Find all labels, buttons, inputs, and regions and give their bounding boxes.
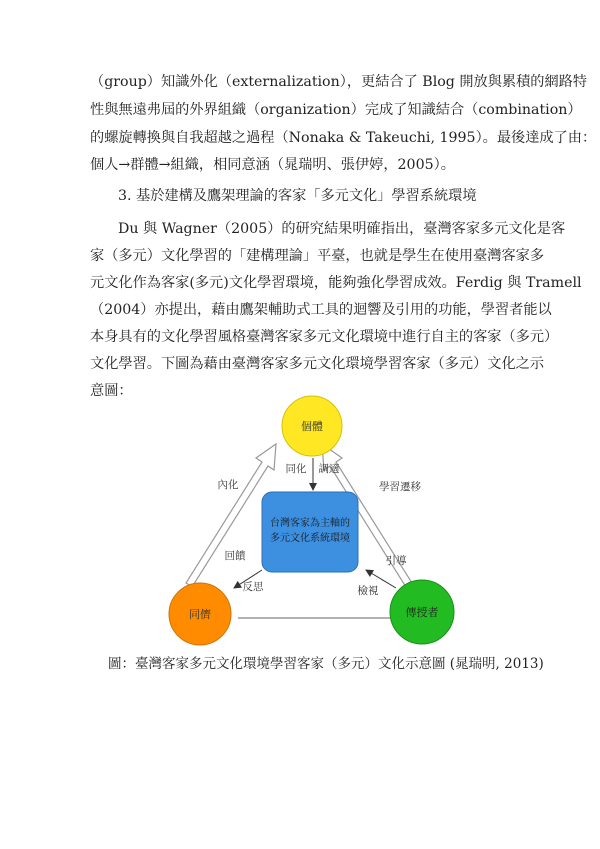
center-node-box <box>262 492 358 572</box>
top-node-label: 個體 <box>301 420 323 433</box>
paragraph1-line-4: 個人→群體→組織，相同意涵（晁瑞明、張伊婷，2005）。 <box>90 157 455 173</box>
paragraph2-line-2: 家（多元）文化學習的「建構理論」平臺，也就是學生在使用臺灣客家多 <box>90 248 545 264</box>
learning-system-diagram <box>0 390 600 650</box>
label-internalize: 內化 <box>217 479 239 491</box>
left-node-label: 同儕 <box>189 608 211 621</box>
center-node-label-1: 台灣客家為主軸的 <box>270 518 350 529</box>
label-reflect: 反思 <box>242 581 264 593</box>
label-review: 檢視 <box>357 585 379 597</box>
paragraph2-line-5: 本身具有的文化學習風格臺灣客家多元文化環境中進行自主的客家（多元） <box>90 329 559 345</box>
center-node-label-2: 多元文化系統環境 <box>270 533 350 544</box>
label-guide: 引導 <box>385 555 407 567</box>
diagram-svg <box>0 390 600 650</box>
paragraph2-line-4: （2004）亦提出，藉由鷹架輔助式工具的迴響及引用的功能，學習者能以 <box>90 302 552 318</box>
label-adjust: 調適 <box>318 463 340 475</box>
paragraph1-line-1: （group）知識外化（externalization），更結合了 Blog 開放與累積的網路特 <box>90 74 588 90</box>
paragraph2-line-7: 意圖： <box>90 383 133 399</box>
right-node-label: 傳授者 <box>405 606 439 619</box>
section-heading: 3. 基於建構及鷹架理論的客家「多元文化」學習系統環境 <box>118 188 477 204</box>
paragraph1-line-2: 性與無遠弗屆的外界組織（organization）完成了知識結合（combination） <box>90 102 582 118</box>
paragraph2-line-1: Du 與 Wagner（2005）的研究結果明確指出，臺灣客家多元文化是客 <box>118 221 566 237</box>
label-assimilate: 同化 <box>285 463 307 475</box>
label-feedback: 回饋 <box>224 550 246 562</box>
label-learning-transfer: 學習遷移 <box>379 481 421 493</box>
figure-caption: 圖：臺灣客家多元文化環境學習客家（多元）文化示意圖 (晁瑞明, 2013) <box>108 656 544 672</box>
paragraph2-line-3: 元文化作為客家(多元)文化學習環境，能夠強化學習成效。Ferdig 與 Tramell <box>90 275 582 291</box>
paragraph1-line-3: 的螺旋轉換與自我超越之過程（Nonaka & Takeuchi, 1995）。最後達成了由： <box>90 130 597 146</box>
paragraph2-line-6: 文化學習。下圖為藉由臺灣客家多元文化環境學習客家（多元）文化之示 <box>90 356 545 372</box>
